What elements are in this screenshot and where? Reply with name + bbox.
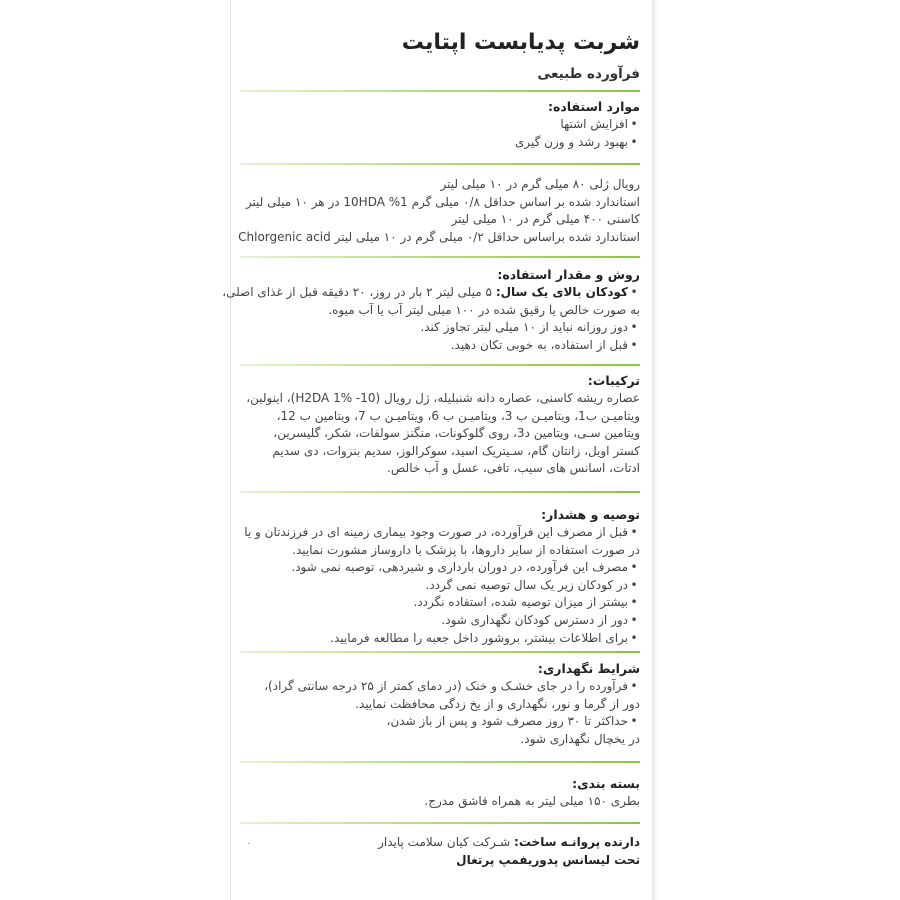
- divider: [240, 256, 640, 258]
- license-under: تحت لیسانس پدوریفمپ پرتغال: [456, 852, 640, 867]
- composition-line: عصاره ریشه کاسنی، عصاره دانه شنبلیله، ژل رویال (10- H2DA 1%)، اینولین،: [246, 391, 640, 405]
- composition-line: کستر اویل، زانتان گام، سـیتریک اسید، سوکرالوز، سدیم بنزوات، دی سدیم: [272, 443, 640, 458]
- dose-line: استاندارد شده براساس حداقل ۰/۲ میلی گرم در ۱۰ میلی لیتر Chlorgenic acid: [238, 229, 640, 244]
- license-section: [240, 834, 640, 869]
- warning-line: •در کودکان زیر یک سال توصیه نمی گردد.: [425, 577, 638, 592]
- composition-line: ادتات، اسانس های سیب، تافی، عسل و آب خالص.: [387, 461, 640, 476]
- warning-line: •قبل از مصرف این فرآورده، در صورت وجود بیماری زمینه ای در فرزندتان و یا: [244, 525, 638, 539]
- composition-line: ویتامین سـی، ویتامین د3، روی گلوکونات، منگنز سولفات، شکر، گلیسرین،: [273, 426, 640, 441]
- method-section: [222, 266, 640, 354]
- dose-line: رویال ژلی ۸۰ میلی گرم در ۱۰ میلی لیتر: [440, 177, 640, 191]
- divider: [240, 491, 640, 493]
- dose-section: [240, 176, 640, 246]
- license-holder: دارنده پروانـه ساخت: شـرکت کیان سلامت پایدار: [378, 835, 640, 849]
- divider: [240, 651, 640, 653]
- small-mark: ۰: [246, 838, 252, 849]
- uses-heading: موارد استفاده:: [548, 99, 640, 114]
- storage-line: •حداکثر تا ۳۰ روز مصرف شود و پس از باز شدن،: [386, 714, 638, 729]
- product-subtitle: فرآورده طبیعی: [537, 66, 640, 82]
- storage-heading: شرایط نگهداری:: [537, 661, 640, 676]
- method-line: •کودکان بالای یک سال: ۵ میلی لیتر ۲ بار در روز، ۲۰ دقیقه قبل از غذای اصلی،: [222, 285, 638, 299]
- warning-line: در صورت استفاده از سایر داروها، با پزشک یا داروساز مشورت نمایید.: [292, 542, 640, 557]
- panel-edge-shadow: [652, 0, 658, 900]
- divider: [240, 822, 640, 824]
- composition-line: ویتامیـن ب1، ویتامیـن ب 3، ویتامیـن ب 6، ویتامیـن ب 7، ویتامین ب 12،: [276, 408, 640, 423]
- warnings-heading: توصیه و هشدار:: [541, 507, 640, 522]
- method-line: •دوز روزانه نباید از ۱۰ میلی لیتر تجاوز کند.: [420, 320, 638, 335]
- warning-line: •مصرف این فرآورده، در دوران بارداری و شیردهی، توصیه نمی شود.: [291, 560, 638, 575]
- storage-line: در یخچال نگهداری شود.: [520, 731, 640, 746]
- dose-line: استاندارد شده بر اساس حداقل ۰/۸ میلی گرم 1% 10HDA در هر ۱۰ میلی لیتر: [245, 194, 640, 209]
- uses-item: •افزایش اشتها: [560, 117, 638, 131]
- storage-line: •فرآورده را در جای خشـک و خنک (در دمای کمتر از ۲۵ درجه سانتی گراد)،: [264, 679, 638, 693]
- packaging-heading: بسته بندی:: [572, 776, 640, 791]
- warning-line: •دور از دسترس کودکان نگهداری شود.: [441, 612, 638, 627]
- method-heading: روش و مقدار استفاده:: [497, 267, 640, 282]
- packaging-section: [240, 775, 640, 811]
- method-line: به صورت خالص یا رقیق شده در ۱۰۰ میلی لیتر آب یا آب میوه.: [328, 302, 640, 317]
- product-title: شربت پدیابست اپتایت: [401, 30, 640, 55]
- divider: [240, 90, 640, 92]
- storage-section: [240, 660, 640, 748]
- uses-section: [240, 98, 640, 151]
- uses-item: •بهبود رشد و وزن گیری: [515, 134, 638, 149]
- storage-line: دور از گرما و نور، نگهداری و از یخ زدگی محافظت نمایید.: [355, 696, 640, 711]
- packaging-text: بطری ۱۵۰ میلی لیتر به همراه قاشق مدرج.: [424, 794, 640, 808]
- dose-line: کاسنی ۴۰۰ میلی گرم در ۱۰ میلی لیتر: [451, 212, 640, 227]
- method-line: •قبل از استفاده، به خوبی تکان دهید.: [450, 337, 638, 352]
- divider: [240, 761, 640, 763]
- divider: [240, 163, 640, 165]
- divider: [240, 364, 640, 366]
- warning-line: •بیشتر از میزان توصیه شده، استفاده نگردد.: [413, 595, 638, 610]
- composition-heading: ترکیبات:: [587, 373, 640, 388]
- warning-line: •برای اطلاعات بیشتر، بروشور داخل جعبه را مطالعه فرمایید.: [330, 630, 638, 645]
- warnings-section: [240, 506, 640, 647]
- composition-section: [240, 372, 640, 478]
